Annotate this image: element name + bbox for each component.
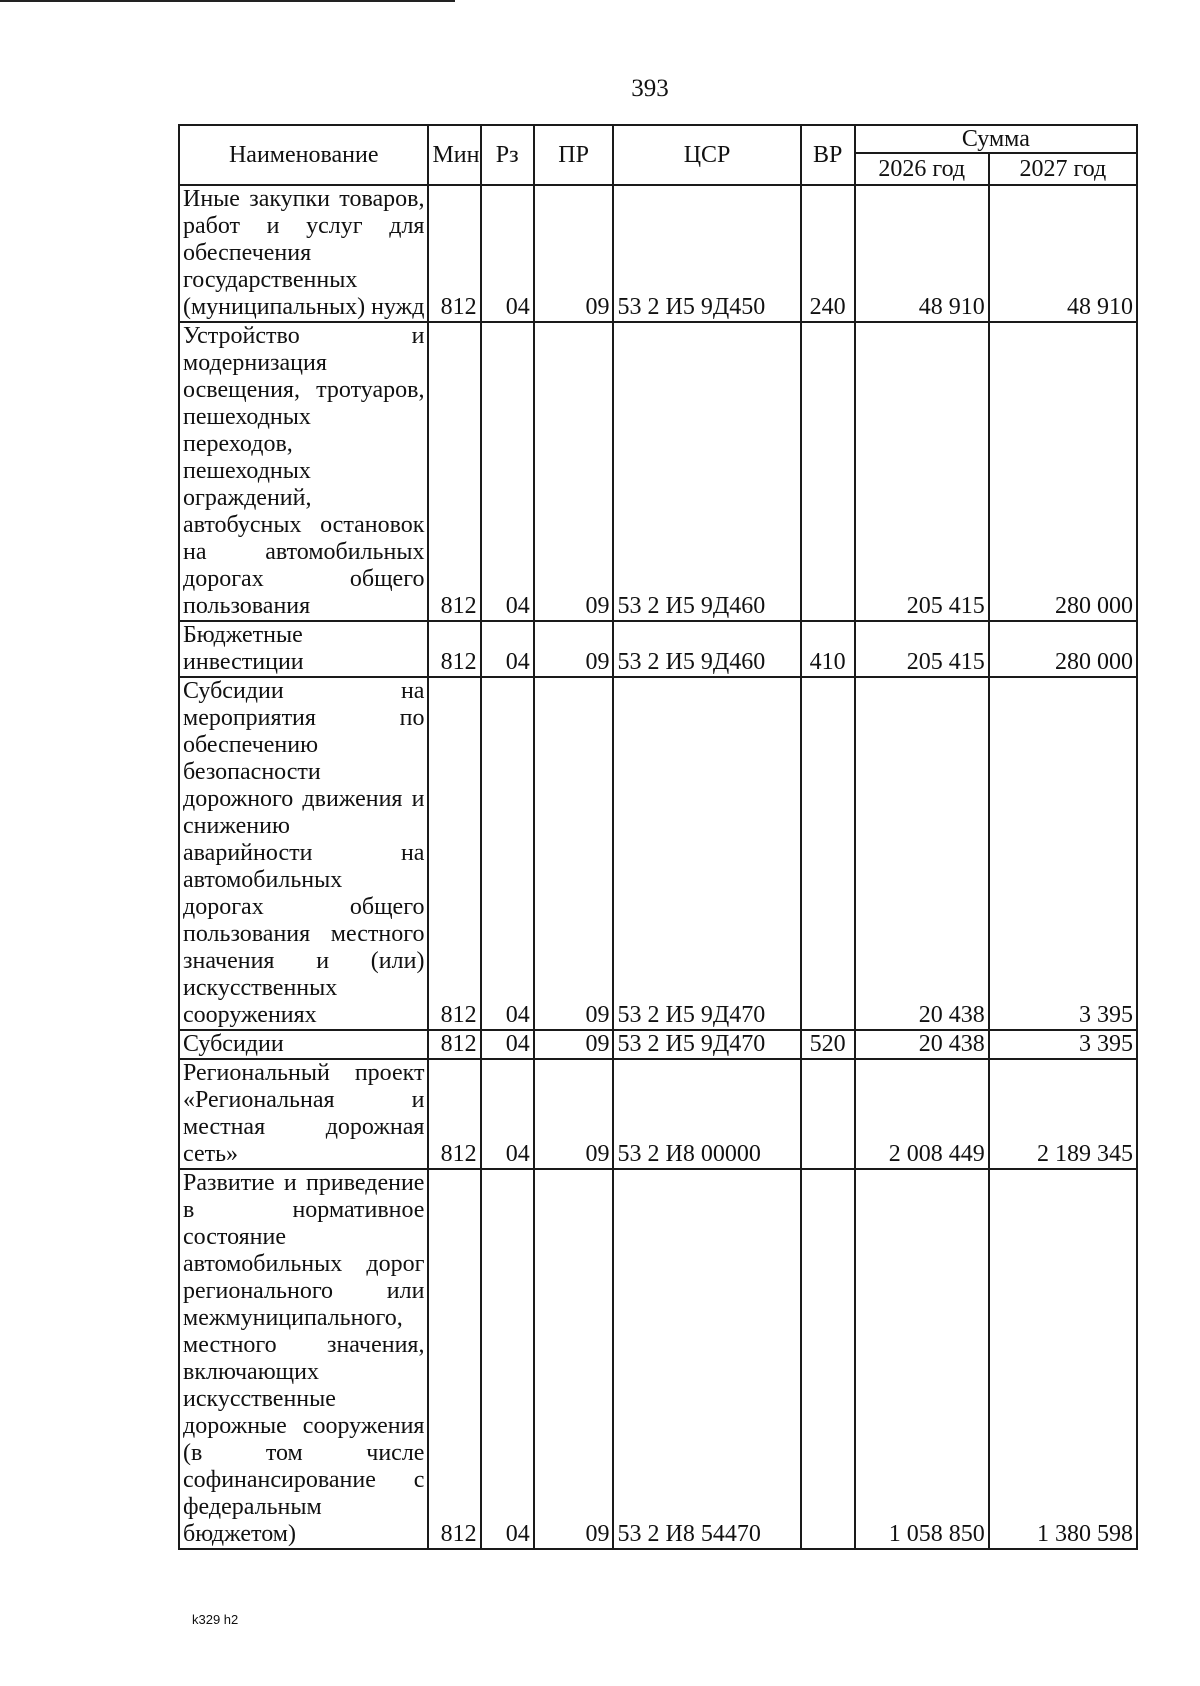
table-row [179,1169,1137,1549]
row-csr: 53 2 И5 9Д460 [613,322,800,621]
page-number: 393 [631,75,669,102]
table-header [179,125,1137,185]
row-amount-2026: 48 910 [855,185,989,322]
row-rz: 04 [481,1169,534,1549]
row-csr: 53 2 И5 9Д470 [613,677,800,1030]
header-2026: 2026 год [855,153,989,185]
row-pr: 09 [534,1059,614,1169]
row-rz: 04 [481,677,534,1030]
row-amount-2026: 20 438 [855,677,989,1030]
row-rz: 04 [481,322,534,621]
row-csr: 53 2 И5 9Д450 [613,185,800,322]
table-row [179,1030,1137,1059]
table-row [179,677,1137,1030]
row-pr: 09 [534,185,614,322]
row-rz: 04 [481,1030,534,1059]
row-min: 812 [428,621,480,677]
row-pr: 09 [534,1169,614,1549]
row-name: Субсидии [179,1030,428,1059]
table-row [179,621,1137,677]
row-name: Региональный проект «Региональная и местная дорожная сеть» [179,1059,428,1169]
row-amount-2027: 280 000 [989,322,1137,621]
row-min: 812 [428,1059,480,1169]
row-min: 812 [428,322,480,621]
row-name: Субсидии на мероприятия по обеспечению безопасности дорожного движения и снижению аварийности на автомобильных дорогах общего пользования местного значения и (или) искусственных сооружениях [179,677,428,1030]
budget-table [178,124,1138,1550]
row-min: 812 [428,185,480,322]
header-pr: ПР [534,125,614,185]
row-vr: 240 [801,185,855,322]
row-csr: 53 2 И5 9Д460 [613,621,800,677]
document-code: k329 h2 [192,1612,239,1627]
row-pr: 09 [534,677,614,1030]
row-rz: 04 [481,1059,534,1169]
row-amount-2027: 48 910 [989,185,1137,322]
table-row [179,322,1137,621]
row-name: Бюджетные инвестиции [179,621,428,677]
row-vr [801,1169,855,1549]
row-pr: 09 [534,1030,614,1059]
row-amount-2027: 1 380 598 [989,1169,1137,1549]
row-amount-2026: 205 415 [855,322,989,621]
row-amount-2027: 3 395 [989,1030,1137,1059]
header-csr: ЦСР [613,125,800,185]
header-name: Наименование [179,125,428,185]
row-amount-2026: 1 058 850 [855,1169,989,1549]
row-csr: 53 2 И5 9Д470 [613,1030,800,1059]
row-vr [801,322,855,621]
table-row [179,185,1137,322]
row-min: 812 [428,677,480,1030]
row-rz: 04 [481,185,534,322]
row-min: 812 [428,1169,480,1549]
row-name: Устройство и модернизация освещения, тротуаров, пешеходных переходов, пешеходных ограждений, автобусных остановок на автомобильных дорогах общего пользования [179,322,428,621]
row-vr [801,677,855,1030]
row-vr [801,1059,855,1169]
row-amount-2027: 280 000 [989,621,1137,677]
row-name: Иные закупки товаров, работ и услуг для обеспечения государственных (муниципальных) нужд [179,185,428,322]
row-amount-2027: 3 395 [989,677,1137,1030]
header-sum: Сумма [855,125,1137,153]
row-amount-2026: 20 438 [855,1030,989,1059]
row-csr: 53 2 И8 00000 [613,1059,800,1169]
header-2027: 2027 год [989,153,1137,185]
row-min: 812 [428,1030,480,1059]
row-amount-2026: 205 415 [855,621,989,677]
row-amount-2026: 2 008 449 [855,1059,989,1169]
header-vr: ВР [801,125,855,185]
header-rz: Рз [481,125,534,185]
row-vr: 520 [801,1030,855,1059]
row-name: Развитие и приведение в нормативное состояние автомобильных дорог регионального или межмуниципального, местного значения, включающих искусственные дорожные сооружения (в том числе софинансирование с федеральным бюджетом) [179,1169,428,1549]
row-pr: 09 [534,621,614,677]
table-row [179,1059,1137,1169]
row-vr: 410 [801,621,855,677]
row-amount-2027: 2 189 345 [989,1059,1137,1169]
row-rz: 04 [481,621,534,677]
top-rule [0,0,455,2]
row-csr: 53 2 И8 54470 [613,1169,800,1549]
header-min: Мин [428,125,480,185]
row-pr: 09 [534,322,614,621]
